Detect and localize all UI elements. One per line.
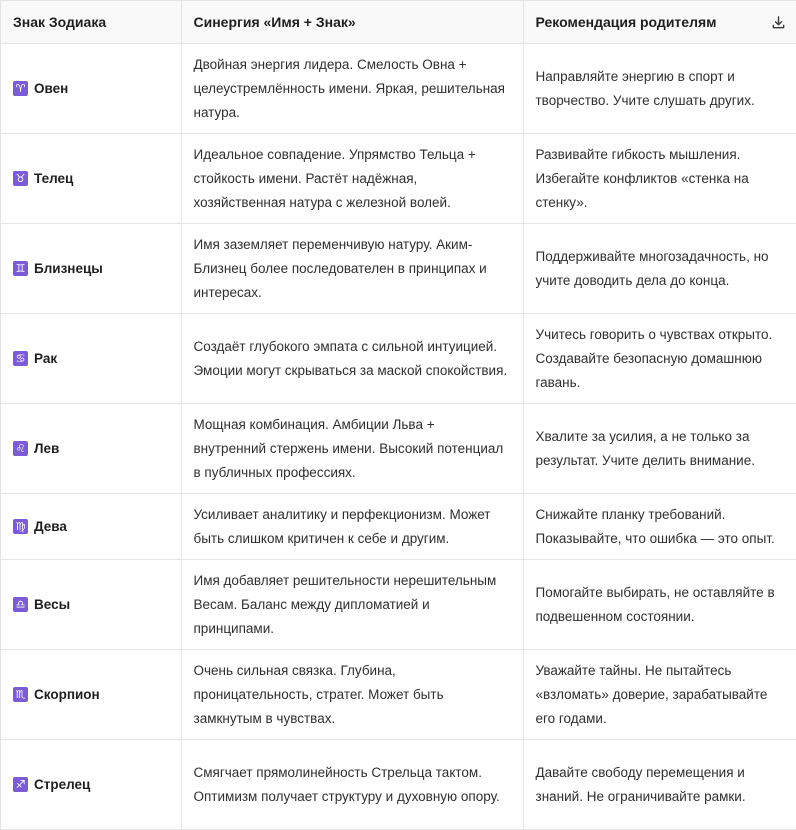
header-synergy: [181, 1, 523, 44]
table-header: [1, 1, 796, 44]
sagittarius-icon: ♐: [13, 777, 28, 792]
sign-name: Рак: [34, 350, 58, 366]
sign-cell: [1, 224, 181, 314]
table-row: [1, 740, 796, 830]
virgo-icon: ♍: [13, 519, 28, 534]
sign-name: Лев: [34, 440, 60, 456]
advice-cell: Снижайте планку требований. Показывайте, что ошибка — это опыт.: [523, 494, 796, 560]
table-row: [1, 224, 796, 314]
synergy-cell: Создаёт глубокого эмпата с сильной интуицией. Эмоции могут скрываться за маской спокойствия.: [181, 314, 523, 404]
sign-cell: [1, 494, 181, 560]
sign-cell: [1, 134, 181, 224]
scorpio-icon: ♏: [13, 687, 28, 702]
download-button[interactable]: [769, 13, 787, 31]
sign-name: Стрелец: [34, 776, 91, 792]
table-row: [1, 650, 796, 740]
synergy-cell: Имя заземляет переменчивую натуру. Аким-Близнец более последователен в принципах и интересах.: [181, 224, 523, 314]
synergy-cell: Двойная энергия лидера. Смелость Овна + целеустремлённость имени. Яркая, решительная натура.: [181, 44, 523, 134]
synergy-cell: Имя добавляет решительности нерешительным Весам. Баланс между дипломатией и принципами.: [181, 560, 523, 650]
header-sign-label: Знак Зодиака: [13, 14, 107, 30]
synergy-cell: Идеальное совпадение. Упрямство Тельца + стойкость имени. Растёт надёжная, хозяйственная натура с железной волей.: [181, 134, 523, 224]
table-row: [1, 404, 796, 494]
taurus-icon: ♉: [13, 171, 28, 186]
table-row: [1, 134, 796, 224]
sign-name: Дева: [34, 518, 67, 534]
sign-cell: [1, 650, 181, 740]
header-advice-label: Рекомендация родителям: [535, 14, 717, 30]
table-row: [1, 314, 796, 404]
sign-cell: [1, 314, 181, 404]
download-icon: [771, 15, 786, 30]
synergy-cell: Очень сильная связка. Глубина, проницательность, стратег. Может быть замкнутым в чувствах.: [181, 650, 523, 740]
sign-cell: [1, 404, 181, 494]
advice-cell: Уважайте тайны. Не пытайтесь «взломать» доверие, зарабатывайте его годами.: [523, 650, 796, 740]
sign-name: Овен: [34, 80, 69, 96]
sign-cell: [1, 560, 181, 650]
advice-cell: Хвалите за усилия, а не только за результат. Учите делить внимание.: [523, 404, 796, 494]
synergy-cell: Усиливает аналитику и перфекционизм. Может быть слишком критичен к себе и другим.: [181, 494, 523, 560]
advice-cell: Направляйте энергию в спорт и творчество. Учите слушать других.: [523, 44, 796, 134]
leo-icon: ♌: [13, 441, 28, 456]
advice-cell: Давайте свободу перемещения и знаний. Не ограничивайте рамки.: [523, 740, 796, 830]
header-row: [1, 1, 796, 44]
libra-icon: ♎: [13, 597, 28, 612]
sign-name: Близнецы: [34, 260, 103, 276]
table-row: [1, 44, 796, 134]
table-body: [1, 44, 796, 830]
advice-cell: Поддерживайте многозадачность, но учите доводить дела до конца.: [523, 224, 796, 314]
aries-icon: ♈: [13, 81, 28, 96]
cancer-icon: ♋: [13, 351, 28, 366]
sign-name: Весы: [34, 596, 71, 612]
synergy-cell: Мощная комбинация. Амбиции Льва + внутренний стержень имени. Высокий потенциал в публичных профессиях.: [181, 404, 523, 494]
gemini-icon: ♊: [13, 261, 28, 276]
header-synergy-label: Синергия «Имя + Знак»: [193, 14, 356, 30]
advice-cell: Развивайте гибкость мышления. Избегайте конфликтов «стенка на стенку».: [523, 134, 796, 224]
advice-cell: Помогайте выбирать, не оставляйте в подвешенном состоянии.: [523, 560, 796, 650]
table-row: [1, 494, 796, 560]
synergy-cell: Смягчает прямолинейность Стрельца тактом. Оптимизм получает структуру и духовную опору.: [181, 740, 523, 830]
table-row: [1, 560, 796, 650]
advice-cell: Учитесь говорить о чувствах открыто. Создавайте безопасную домашнюю гавань.: [523, 314, 796, 404]
sign-name: Телец: [34, 170, 74, 186]
zodiac-table: [1, 1, 796, 830]
sign-cell: [1, 44, 181, 134]
header-advice: [523, 1, 796, 44]
sign-name: Скорпион: [34, 686, 100, 702]
header-sign: [1, 1, 181, 44]
sign-cell: [1, 740, 181, 830]
